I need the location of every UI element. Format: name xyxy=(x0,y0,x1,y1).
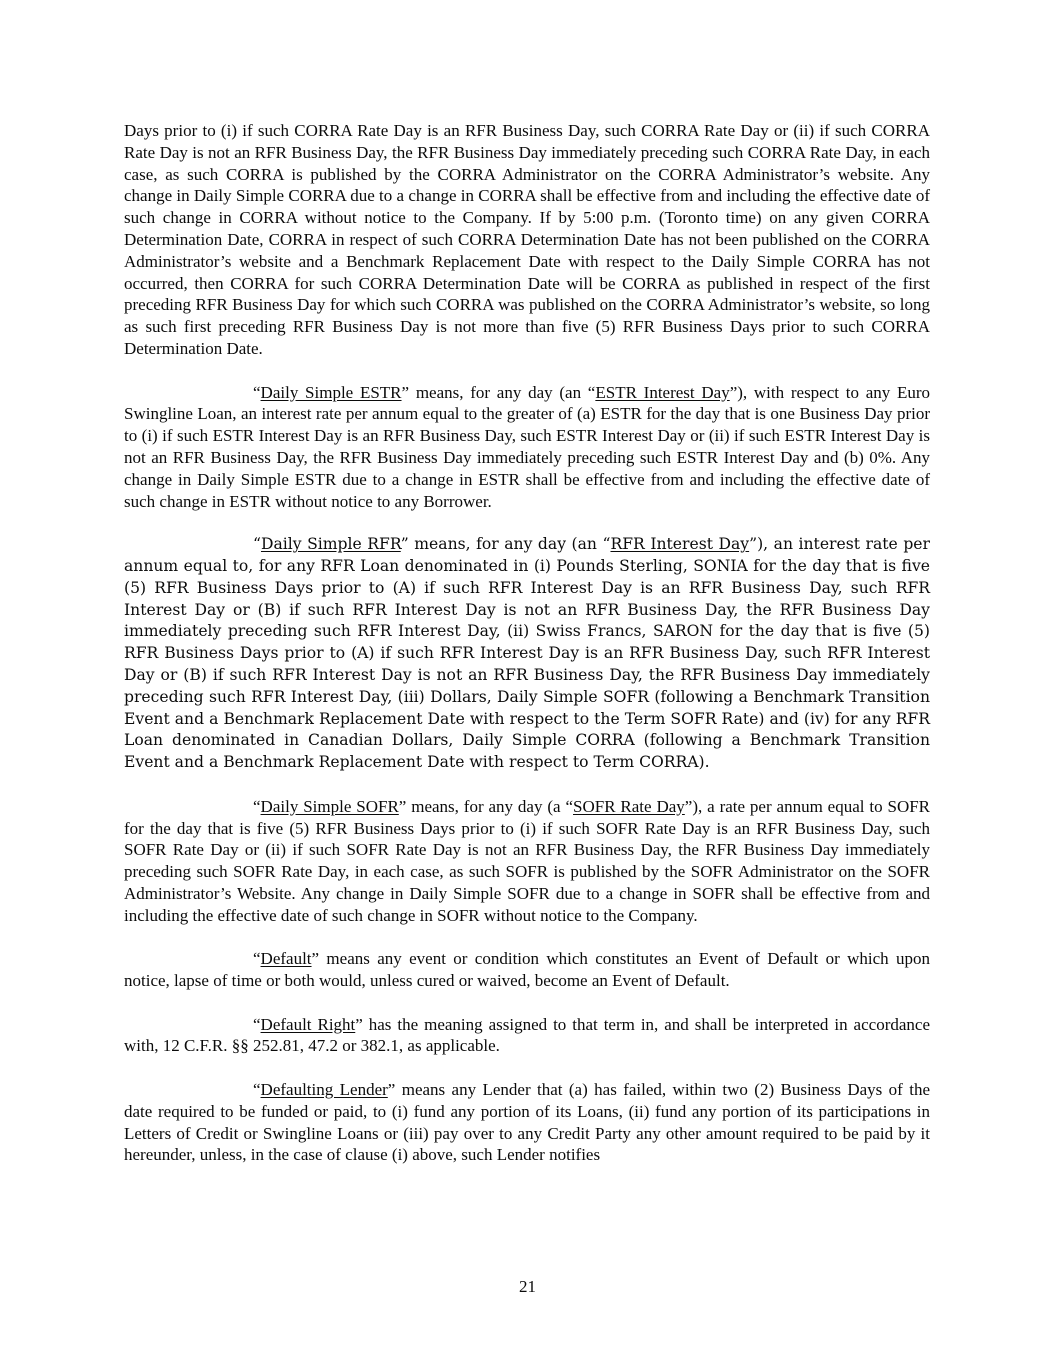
open-quote: “ xyxy=(253,382,261,402)
defined-term-default: Default xyxy=(260,949,312,969)
paragraph-defaulting-lender xyxy=(124,1079,930,1166)
paragraph-text: ” means, for any day (an “ xyxy=(400,535,611,554)
open-quote: “ xyxy=(253,949,261,969)
paragraph-daily-simple-sofr xyxy=(124,796,930,927)
defined-term-sofr-rate-day: SOFR Rate Day xyxy=(573,796,685,816)
defined-term-estr-interest-day: ESTR Interest Day xyxy=(595,382,730,402)
open-quote: “ xyxy=(253,1080,261,1100)
defined-term-daily-simple-estr: Daily Simple ESTR xyxy=(260,382,402,402)
paragraph-text: ” means, for any day (a “ xyxy=(398,796,574,816)
defined-term-daily-simple-sofr: Daily Simple SOFR xyxy=(260,796,399,816)
document-body xyxy=(124,120,930,1166)
paragraph-daily-simple-estr xyxy=(124,382,930,513)
defined-term-default-right: Default Right xyxy=(260,1014,356,1034)
defined-term-rfr-interest-day: RFR Interest Day xyxy=(610,535,750,554)
paragraph-text: ” means any event or condition which constitutes an Event of Default or which upon notice, lapse of time or both would, unless cured or waived, become an Event of Default. xyxy=(124,949,930,991)
defined-term-defaulting-lender: Defaulting Lender xyxy=(260,1080,388,1100)
defined-term-daily-simple-rfr: Daily Simple RFR xyxy=(260,535,401,554)
paragraph-text: ”), with respect to any Euro Swingline Loan, an interest rate per annum equal to the greater of (a) ESTR for the day that is one Business Day prior to (i) if such ESTR Interest Day is an RFR Business Day, such ESTR Interest Day or (ii) if such ESTR Interest Day is not an RFR Business Day, the RFR Business Day immediately preceding such ESTR Interest Day and (b) 0%. Any change in Daily Simple ESTR due to a change in ESTR shall be effective from and including the effective date of such change in ESTR without notice to any Borrower. xyxy=(124,382,931,511)
paragraph-text: ” means any Lender that (a) has failed, within two (2) Business Days of the date required to be funded or paid, to (i) fund any portion of its Loans, (ii) fund any portion of its participations in Letters of Credit or Swingline Loans or (iii) pay over to any Credit Party any other amount required to be paid by it hereunder, unless, in the case of clause (i) above, such Lender notifies xyxy=(124,1080,930,1165)
paragraph-corra-continuation xyxy=(124,120,930,360)
paragraph-default-right xyxy=(124,1014,930,1058)
paragraph-text: ”), an interest rate per annum equal to, for any RFR Loan denominated in (i) Pounds Sterling, SONIA for the day that is five (5) RFR Business Days prior to (A) if such RFR Interest Day is an RFR Business Day, such RFR Interest Day or (B) if such RFR Interest Day is not an RFR Business Day, the RFR Business Day immediately preceding such RFR Interest Day, (ii) Swiss Francs, SARON for the day that is five (5) RFR Business Days prior to (A) if such RFR Interest Day is an RFR Business Day, such RFR Interest Day or (B) if such RFR Interest Day is not an RFR Business Day, the RFR Business Day immediately preceding such RFR Interest Day, (iii) Dollars, Daily Simple SOFR (following a Benchmark Transition Event and a Benchmark Replacement Date with respect to the Term SOFR Rate) and (iv) for any RFR Loan denominated in Canadian Dollars, Daily Simple CORRA (following a Benchmark Transition Event and a Benchmark Replacement Date with respect to Term CORRA). xyxy=(124,535,930,772)
paragraph-text: ” has the meaning assigned to that term in, and shall be interpreted in accordance with, 12 C.F.R. §§ 252.81, 47.2 or 382.1, as applicable. xyxy=(124,1014,930,1056)
open-quote: “ xyxy=(253,535,261,554)
open-quote: “ xyxy=(253,1014,261,1034)
paragraph-text: ” means, for any day (an “ xyxy=(401,382,596,402)
open-quote: “ xyxy=(253,796,261,816)
paragraph-text: ”), a rate per annum equal to SOFR for the day that is five (5) RFR Business Days prior to (i) if such SOFR Rate Day is an RFR Business Day, such SOFR Rate Day or (ii) if such SOFR Rate Day is not an RFR Business Day, the RFR Business Day immediately preceding such SOFR Rate Day, in each case, as such SOFR is published by the SOFR Administrator on the SOFR Administrator’s Website. Any change in Daily Simple SOFR due to a change in SOFR shall be effective from and including the effective date of such change in SOFR without notice to the Company. xyxy=(124,796,931,925)
page-number: 21 xyxy=(519,1277,536,1296)
paragraph-daily-simple-rfr xyxy=(124,534,930,774)
paragraph-default xyxy=(124,948,930,992)
paragraph-text: Days prior to (i) if such CORRA Rate Day is an RFR Business Day, such CORRA Rate Day or (ii) if such CORRA Rate Day is not an RFR Business Day, the RFR Business Day immediately preceding such CORRA Rate Day, in each case, as such CORRA is published by the CORRA Administrator on the CORRA Administrator’s website. Any change in Daily Simple CORRA due to a change in CORRA shall be effective from and including the effective date of such change in CORRA without notice to the Company. If by 5:00 p.m. (Toronto time) on any given CORRA Determination Date, CORRA in respect of such CORRA Determination Date has not been published on the CORRA Administrator’s website and a Benchmark Replacement Date with respect to the Daily Simple CORRA has not occurred, then CORRA for such CORRA Determination Date will be CORRA as published in respect of the first preceding RFR Business Day for which such CORRA was published on the CORRA Administrator’s website, so long as such first preceding RFR Business Day is not more than five (5) RFR Business Days prior to such CORRA Determination Date. xyxy=(124,121,930,358)
